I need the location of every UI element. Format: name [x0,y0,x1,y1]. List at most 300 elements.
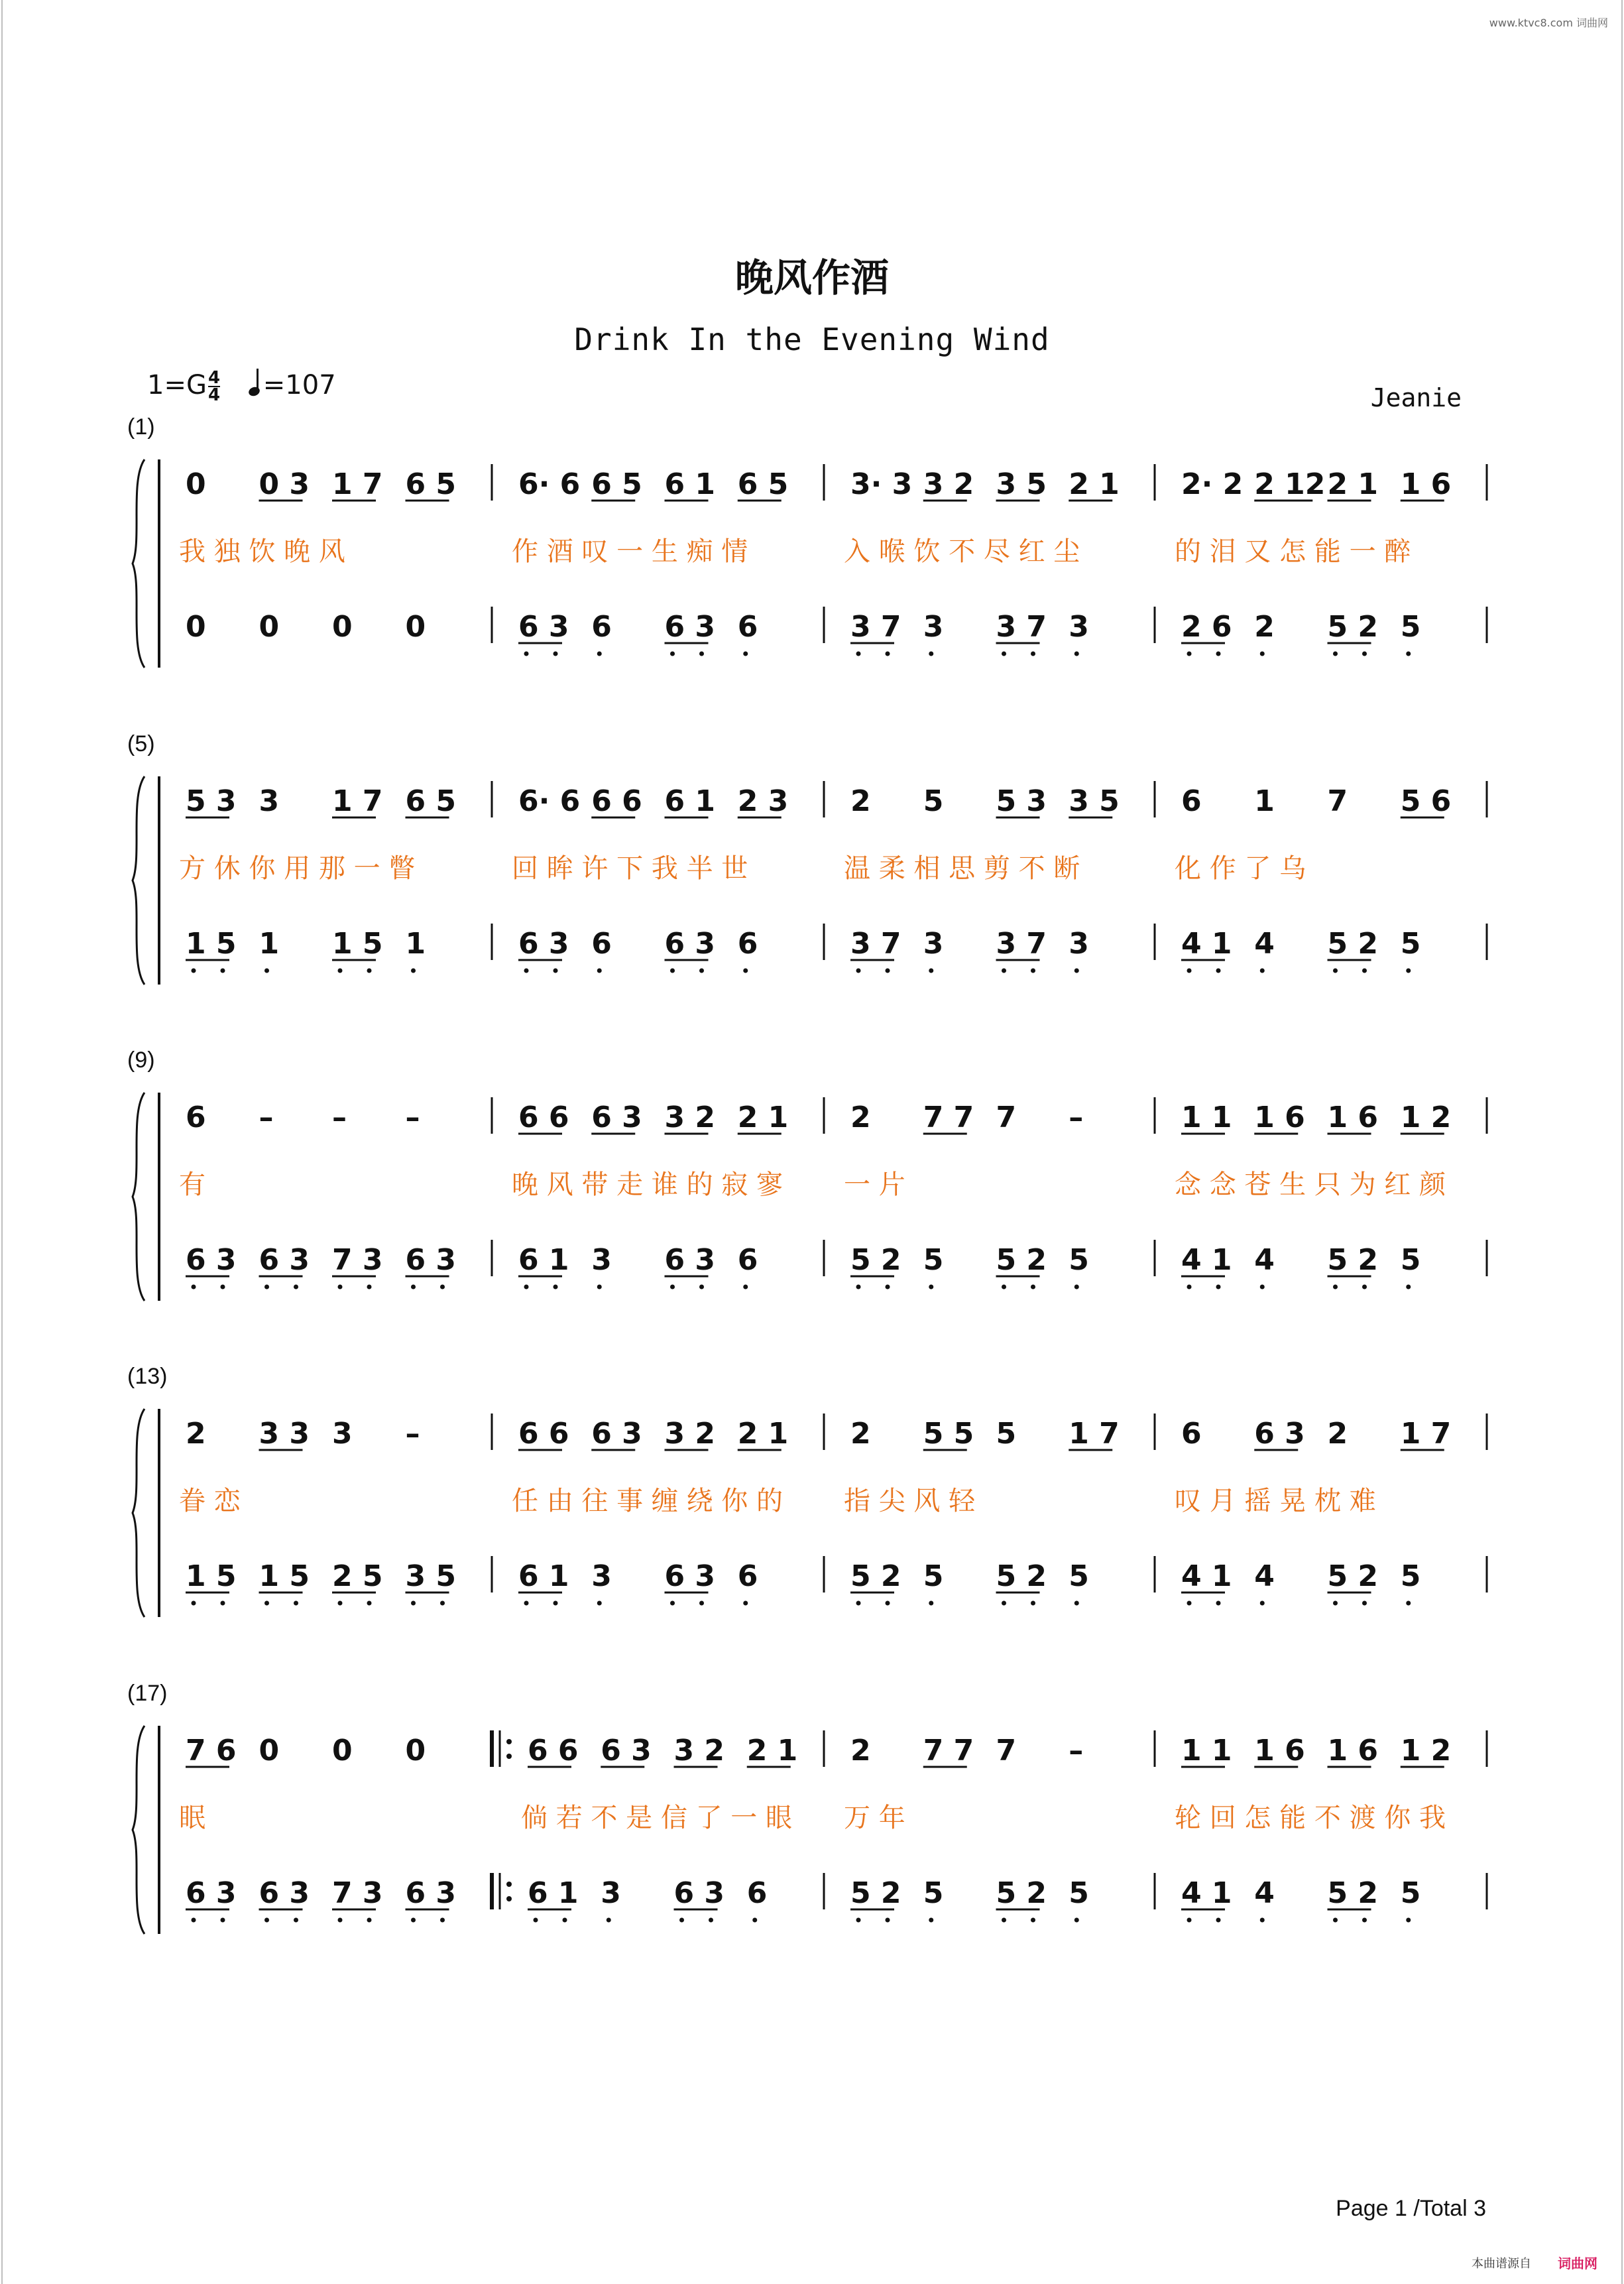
bass-notes: 6 3 [664,610,716,644]
octave-dot-low [886,1601,890,1606]
octave-dot-low [1216,1285,1221,1290]
bass-notes: 3 [923,927,944,961]
bass-notes: 5 [1400,610,1421,644]
octave-dot-low [1074,652,1079,656]
octave-dot-low [1002,652,1006,656]
lyric-line: 指 尖 风 轻 [844,1486,976,1516]
melody-notes: 6 6 [518,1417,569,1451]
measure-number: (13) [127,1364,168,1389]
bass-notes: 5 [1069,1876,1089,1910]
octave-dot-low [411,969,416,973]
melody-notes: 2 1 [737,1417,789,1451]
octave-dot-low [1406,1918,1411,1923]
octave-dot-low [1362,1918,1367,1923]
melody-notes: 6 6 [591,784,642,818]
lyric-line: 倘 若 不 是 信 了 一 眼 [521,1803,793,1833]
bass-notes: 5 [923,1559,944,1593]
melody-notes: 1 [1254,784,1275,818]
octave-dot-low [856,1285,861,1290]
melody-notes: – [332,1101,347,1134]
octave-dot-low [1362,1601,1367,1606]
octave-dot-low [553,1601,558,1606]
bass-notes: 6 3 [186,1876,237,1910]
bass-notes: 6 3 [673,1876,725,1910]
lyric-line: 念 念 苍 生 只 为 红 颜 [1175,1170,1446,1200]
octave-dot-low [553,652,558,656]
octave-dot-low [338,1601,343,1606]
bass-notes: 5 2 [1327,1243,1379,1277]
octave-dot-low [440,1601,445,1606]
melody-notes: 2 [850,1417,871,1451]
octave-dot-low [338,1918,343,1923]
system-brace [133,1726,145,1934]
octave-dot-low [670,969,675,973]
octave-dot-low [856,1601,861,1606]
octave-dot-low [709,1918,713,1923]
octave-dot-low [1187,1285,1192,1290]
melody-notes: 5 3 [996,784,1047,818]
octave-dot-low [294,1601,298,1606]
melody-notes: 5 [923,784,944,818]
melody-notes: 1 7 [1400,1417,1452,1451]
octave-dot-low [367,1918,372,1923]
octave-dot-low [367,1601,372,1606]
bass-notes: 3 [591,1559,612,1593]
melody-notes: 1 6 [1254,1101,1305,1134]
site-watermark: www.ktvc8.com 词曲网 [1489,17,1608,29]
bass-notes: 3 [591,1243,612,1277]
octave-dot-low [1031,969,1035,973]
melody-notes: 3 2 [664,1417,716,1451]
bass-notes: 5 2 [1327,610,1379,644]
melody-notes: 6 5 [737,467,789,501]
octave-dot-low [1406,652,1411,656]
octave-dot-low [699,652,704,656]
bass-notes: 1 5 [259,1559,310,1593]
bass-notes: 5 2 [996,1876,1047,1910]
bass-notes: 5 2 [850,1876,901,1910]
repeat-dot [506,1882,512,1887]
bass-notes: 3 [1069,927,1089,961]
melody-notes: 3 [332,1417,353,1451]
lyric-line: 有 [179,1170,205,1200]
bass-notes: 2 [1254,610,1275,644]
octave-dot-low [1362,969,1367,973]
octave-dot-low [440,1918,445,1923]
octave-dot-low [699,1285,704,1290]
melody-notes: 0 [259,1734,280,1768]
melody-notes: 3· 3 [850,467,913,501]
octave-dot-low [1406,1601,1411,1606]
octave-dot-low [1187,652,1192,656]
octave-dot-low [1002,1918,1006,1923]
bass-notes: 6 [591,927,612,961]
footer-site-logo: 词曲网 [1558,2255,1597,2271]
octave-dot-low [607,1918,611,1923]
lyric-line: 晚 风 带 走 谁 的 寂 寥 [512,1170,783,1200]
octave-dot-low [1187,1601,1192,1606]
bass-notes: 6 [737,1559,758,1593]
octave-dot-low [743,969,748,973]
bass-notes: 0 [259,610,280,644]
octave-dot-low [1002,1601,1006,1606]
octave-dot-low [1260,1285,1265,1290]
octave-dot-low [192,969,196,973]
octave-dot-low [553,1285,558,1290]
lyric-line: 眷 恋 [179,1486,241,1516]
octave-dot-low [929,1601,933,1606]
octave-dot-low [670,1285,675,1290]
melody-notes: – [405,1101,420,1134]
octave-dot-low [367,969,372,973]
octave-dot-low [856,969,861,973]
octave-dot-low [1031,1601,1035,1606]
bass-notes: 7 3 [332,1243,383,1277]
bass-notes: 6 3 [664,927,716,961]
lyric-line: 我 独 饮 晚 风 [179,536,345,567]
melody-notes: 1 7 [332,467,383,501]
melody-notes: 2· 2 [1181,467,1244,501]
octave-dot-low [1031,1285,1035,1290]
octave-dot-low [411,1601,416,1606]
bass-notes: 1 [405,927,426,961]
melody-notes: – [405,1417,420,1451]
bass-notes: 5 2 [996,1559,1047,1593]
melody-notes: 7 [1327,784,1348,818]
melody-notes: 2 [1327,1417,1348,1451]
bass-notes: 3 7 [996,610,1047,644]
time-signature-bottom: 4 [207,385,221,405]
melody-notes: – [259,1101,274,1134]
octave-dot-low [1074,1285,1079,1290]
octave-dot-low [1333,652,1338,656]
melody-notes: 1 7 [1069,1417,1120,1451]
bass-notes: 6 [737,610,758,644]
octave-dot-low [192,1918,196,1923]
bass-notes: 6 3 [405,1876,457,1910]
bass-notes: 6 1 [518,1559,569,1593]
octave-dot-low [1362,652,1367,656]
bass-notes: 6 3 [664,1243,716,1277]
melody-notes: 3 5 [996,467,1047,501]
bass-notes: 6 3 [405,1243,457,1277]
octave-dot-low [597,969,602,973]
bass-notes: 4 [1254,1243,1275,1277]
melody-notes: 3 [259,784,280,818]
lyric-line: 任 由 往 事 缠 绕 你 的 [512,1486,783,1516]
octave-dot-low [679,1918,684,1923]
melody-notes: 6 [186,1101,206,1134]
bass-notes: 6 [746,1876,768,1910]
bass-notes: 7 3 [332,1876,383,1910]
bass-notes: 6 3 [518,610,569,644]
octave-dot-low [1333,1285,1338,1290]
octave-dot-low [1187,1918,1192,1923]
melody-notes: 3 2 [664,1101,716,1134]
system-brace [133,1093,145,1301]
octave-dot-low [886,969,890,973]
octave-dot-low [1362,1285,1367,1290]
lyric-line: 的 泪 又 怎 能 一 醉 [1175,536,1411,567]
octave-dot-low [743,1601,748,1606]
measure-number: (9) [127,1048,155,1073]
bass-notes: 5 2 [850,1559,901,1593]
octave-dot-low [1333,1601,1338,1606]
octave-dot-low [221,969,225,973]
song-subtitle: Drink In the Evening Wind [574,322,1050,357]
octave-dot-low [1187,969,1192,973]
melody-notes: 3 2 [673,1734,725,1768]
melody-notes: 7 6 [186,1734,237,1768]
octave-dot-low [1216,1601,1221,1606]
octave-dot-low [192,1601,196,1606]
bass-notes: 4 1 [1181,1876,1232,1910]
melody-notes: 1 7 [332,784,383,818]
octave-dot-low [524,1601,529,1606]
octave-dot-low [338,969,343,973]
bass-notes: 2 6 [1181,610,1232,644]
octave-dot-low [1216,652,1221,656]
melody-notes: 7 7 [923,1734,974,1768]
bass-notes: 3 [923,610,944,644]
lyric-line: 入 喉 饮 不 尽 红 尘 [844,536,1080,567]
melody-notes: 1 6 [1400,467,1452,501]
bass-notes: 6 [591,610,612,644]
melody-notes: 6 6 [528,1734,579,1768]
bass-notes: 6 3 [518,927,569,961]
octave-dot-low [856,652,861,656]
bass-notes: 0 [186,610,206,644]
octave-dot-low [929,1285,933,1290]
octave-dot-low [1031,1918,1035,1923]
bass-notes: 5 [1069,1559,1089,1593]
melody-notes: 0 [186,467,206,501]
melody-notes: 5 [996,1417,1017,1451]
melody-notes: – [1069,1734,1084,1768]
melody-notes: 6 3 [591,1417,642,1451]
octave-dot-low [563,1918,567,1923]
melody-notes: 2 1 [746,1734,798,1768]
melody-notes: 1 1 [1181,1101,1232,1134]
bass-notes: 1 [259,927,280,961]
melody-notes: 2 [850,1734,871,1768]
time-signature-top: 4 [207,368,221,388]
bass-notes: 5 [923,1243,944,1277]
octave-dot-low [886,652,890,656]
bass-notes: 5 [1400,1243,1421,1277]
octave-dot-low [929,1918,933,1923]
octave-dot-low [264,969,269,973]
footer-source-label: 本曲谱源自 [1472,2257,1531,2271]
bass-notes: 5 [1400,1559,1421,1593]
octave-dot-low [1031,652,1035,656]
octave-dot-low [699,1601,704,1606]
octave-dot-low [440,1285,445,1290]
bass-notes: 3 [601,1876,621,1910]
system-brace [133,776,145,985]
bass-notes: 5 2 [850,1243,901,1277]
octave-dot-low [367,1285,372,1290]
octave-dot-low [929,969,933,973]
octave-dot-low [411,1918,416,1923]
bass-notes: 5 [923,1876,944,1910]
melody-notes: 1 6 [1327,1734,1379,1768]
lyric-line: 叹 月 摇 晃 枕 难 [1175,1486,1376,1516]
octave-dot-low [411,1285,416,1290]
melody-notes: 6· 6 [518,784,581,818]
lyric-line: 轮 回 怎 能 不 渡 你 我 [1175,1803,1446,1833]
measure-number: (5) [127,731,155,756]
octave-dot-low [294,1285,298,1290]
melody-notes: 2 [850,1101,871,1134]
system-brace [133,459,145,668]
octave-dot-low [699,969,704,973]
bass-notes: 5 2 [1327,927,1379,961]
octave-dot-low [338,1285,343,1290]
lyric-line: 万 年 [844,1803,905,1833]
lyric-line: 一 片 [844,1170,905,1200]
bass-notes: 6 3 [259,1243,310,1277]
octave-dot-low [524,652,529,656]
melody-notes: 3 3 [259,1417,310,1451]
melody-notes: 2 1 [1069,467,1120,501]
octave-dot-low [221,1285,225,1290]
bass-notes: 6 1 [518,1243,569,1277]
octave-dot-low [1074,1601,1079,1606]
melody-notes: 5 5 [923,1417,974,1451]
melody-notes: 6 5 [405,467,457,501]
repeat-dot [506,1754,512,1759]
bass-notes: 6 1 [528,1876,579,1910]
melody-notes: 2 [186,1417,206,1451]
melody-notes: 2 [850,784,871,818]
octave-dot-low [553,969,558,973]
octave-dot-low [524,1285,529,1290]
bass-notes: 6 3 [259,1876,310,1910]
octave-dot-low [856,1918,861,1923]
melody-notes: 3 2 [923,467,974,501]
melody-notes: 6· 6 [518,467,581,501]
octave-dot-low [886,1918,890,1923]
tempo-marking: =107 [262,370,336,400]
octave-dot-low [929,652,933,656]
lyric-line: 回 眸 许 下 我 半 世 [512,853,748,884]
melody-notes: 6 5 [591,467,642,501]
lyric-line: 化 作 了 乌 [1175,853,1306,884]
melody-notes: 6 6 [518,1101,569,1134]
octave-dot-low [597,1285,602,1290]
bass-notes: 3 7 [850,610,901,644]
bass-notes: 4 1 [1181,927,1232,961]
bass-notes: 5 2 [1327,1876,1379,1910]
octave-dot-low [1260,652,1265,656]
bass-notes: 3 7 [996,927,1047,961]
melody-notes: 1 2 [1400,1101,1452,1134]
octave-dot-low [670,1601,675,1606]
melody-notes: 2 3 [737,784,789,818]
melody-notes: 2 12 [1254,467,1326,501]
melody-notes: 1 1 [1181,1734,1232,1768]
melody-notes: 6 3 [591,1101,642,1134]
octave-dot-low [752,1918,757,1923]
octave-dot-low [1333,1918,1338,1923]
melody-notes: 7 7 [923,1101,974,1134]
measure-number: (17) [127,1681,168,1706]
octave-dot-low [1002,969,1006,973]
system-brace [133,1409,145,1617]
melody-notes: – [1069,1101,1084,1134]
octave-dot-low [597,652,602,656]
bass-notes: 6 3 [186,1243,237,1277]
melody-notes: 6 3 [601,1734,652,1768]
melody-notes: 6 3 [1254,1417,1305,1451]
octave-dot-low [1074,1918,1079,1923]
song-title: 晚风作酒 [734,255,889,300]
octave-dot-low [221,1918,225,1923]
octave-dot-low [264,1285,269,1290]
page-number: Page 1 /Total 3 [1336,2196,1486,2221]
lyric-line: 作 酒 叹 一 生 痴 情 [512,536,748,567]
octave-dot-low [524,969,529,973]
lyric-line: 温 柔 相 思 剪 不 断 [844,853,1080,884]
melody-notes: 1 6 [1254,1734,1305,1768]
octave-dot-low [743,652,748,656]
bass-notes: 4 [1254,1559,1275,1593]
octave-dot-low [221,1601,225,1606]
octave-dot-low [670,652,675,656]
octave-dot-low [534,1918,538,1923]
octave-dot-low [743,1285,748,1290]
bass-notes: 2 5 [332,1559,383,1593]
lyric-line: 方 休 你 用 那 一 瞥 [179,853,416,884]
bass-notes: 4 1 [1181,1559,1232,1593]
melody-notes: 0 [332,1734,353,1768]
bass-notes: 0 [405,610,426,644]
octave-dot-low [597,1601,602,1606]
bass-notes: 5 [1400,1876,1421,1910]
bass-notes: 4 [1254,927,1275,961]
melody-notes: 2 1 [1327,467,1379,501]
bass-notes: 1 5 [186,1559,237,1593]
bass-notes: 0 [332,610,353,644]
melody-notes: 6 [1181,1417,1202,1451]
bass-notes: 3 5 [405,1559,457,1593]
measure-number: (1) [127,414,155,440]
octave-dot-low [294,1918,298,1923]
bass-notes: 1 5 [332,927,383,961]
bass-notes: 6 [737,927,758,961]
bass-notes: 5 [1400,927,1421,961]
melody-notes: 6 5 [405,784,457,818]
octave-dot-low [1406,1285,1411,1290]
octave-dot-low [192,1285,196,1290]
bass-notes: 4 1 [1181,1243,1232,1277]
melody-notes: 2 1 [737,1101,789,1134]
repeat-dot [506,1739,512,1744]
repeat-dot [506,1896,512,1901]
octave-dot-low [1002,1285,1006,1290]
melody-notes: 6 [1181,784,1202,818]
octave-dot-low [264,1601,269,1606]
bass-notes: 5 2 [1327,1559,1379,1593]
bass-notes: 6 [737,1243,758,1277]
lyric-line: 眠 [179,1803,205,1833]
melody-notes: 0 3 [259,467,310,501]
octave-dot-low [1216,1918,1221,1923]
octave-dot-low [886,1285,890,1290]
octave-dot-low [1333,969,1338,973]
melody-notes: 0 [405,1734,426,1768]
